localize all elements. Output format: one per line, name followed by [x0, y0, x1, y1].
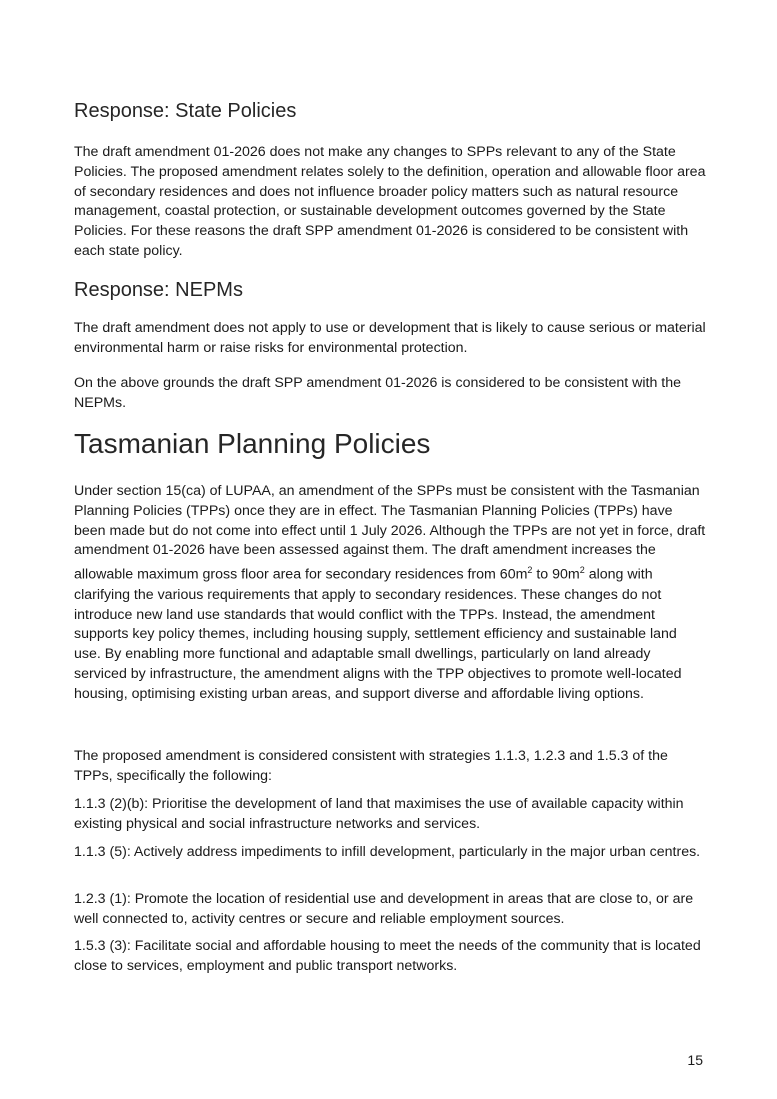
superscript-2: 2 [579, 565, 585, 576]
tpp-p1-part-a: Under section 15(ca) of LUPAA, an amendment of the SPPs must be consistent with the Tasmanian Planning Policies (TPPs) once they are in effect. The Tasmanian Planning Policies (TPPs) have been made but do not come into effect until 1 July 2026. Although the TPPs are not yet in force, draft amendment 01-2026 have been assessed against them. The draft amendment increases the allowable maximum gross floor area for secondary residences from 60m [74, 483, 706, 583]
nepms-paragraph-2: On the above grounds the draft SPP amendment 01-2026 is considered to be consistent with the NEPMs. [74, 375, 682, 411]
superscript-1: 2 [527, 565, 533, 576]
nepms-paragraph-1: The draft amendment does not apply to use or development that is likely to cause serious or material environmental harm or raise risks for environmental protection. [74, 320, 706, 356]
tpp-paragraph-1 [74, 482, 706, 705]
nepms-heading: Response: NEPMs [74, 279, 243, 301]
page-number: 15 [687, 1052, 703, 1068]
state-policies-heading: Response: State Policies [74, 100, 297, 122]
tpp-paragraph-2: The proposed amendment is considered consistent with strategies 1.1.3, 1.2.3 and 1.5.3 of the TPPs, specifically the following: [74, 748, 668, 784]
state-policies-paragraph: The draft amendment 01-2026 does not make any changes to SPPs relevant to any of the State Policies. The proposed amendment relates solely to the definition, operation and allowable floor area of secondary residences and does not influence broader policy matters such as natural resource management, coastal protection, or sustainable development outcomes governed by the State Policies. For these reasons the draft SPP amendment 01-2026 is considered to be consistent with each state policy. [74, 144, 706, 259]
strategy-1-1-3-2b: 1.1.3 (2)(b): Prioritise the development of land that maximises the use of available capacity within existing physical and social infrastructure networks and services. [74, 796, 684, 832]
tpp-heading: Tasmanian Planning Policies [74, 428, 431, 459]
strategy-1-5-3-3: 1.5.3 (3): Facilitate social and affordable housing to meet the needs of the community that is located close to services, employment and public transport networks. [74, 938, 701, 974]
strategy-1-2-3-1: 1.2.3 (1): Promote the location of residential use and development in areas that are close to, or are well connected to, activity centres or secure and reliable employment sources. [74, 891, 694, 927]
tpp-p1-part-c: along with clarifying the various requirements that apply to secondary residences. These changes do not introduce new land use standards that would conflict with the TPPs. Instead, the amendment supports key policy themes, including housing supply, settlement efficiency and sustainable land use. By enabling more functional and adaptable small dwellings, particularly on land already serviced by infrastructure, the amendment aligns with the TPP objectives to promote well-located housing, optimising existing urban areas, and support diverse and affordable living options. [74, 566, 682, 702]
strategy-1-1-3-5: 1.1.3 (5): Actively address impediments to infill development, particularly in the major urban centres. [74, 844, 701, 860]
tpp-p1-part-b: to 90m [532, 566, 580, 583]
